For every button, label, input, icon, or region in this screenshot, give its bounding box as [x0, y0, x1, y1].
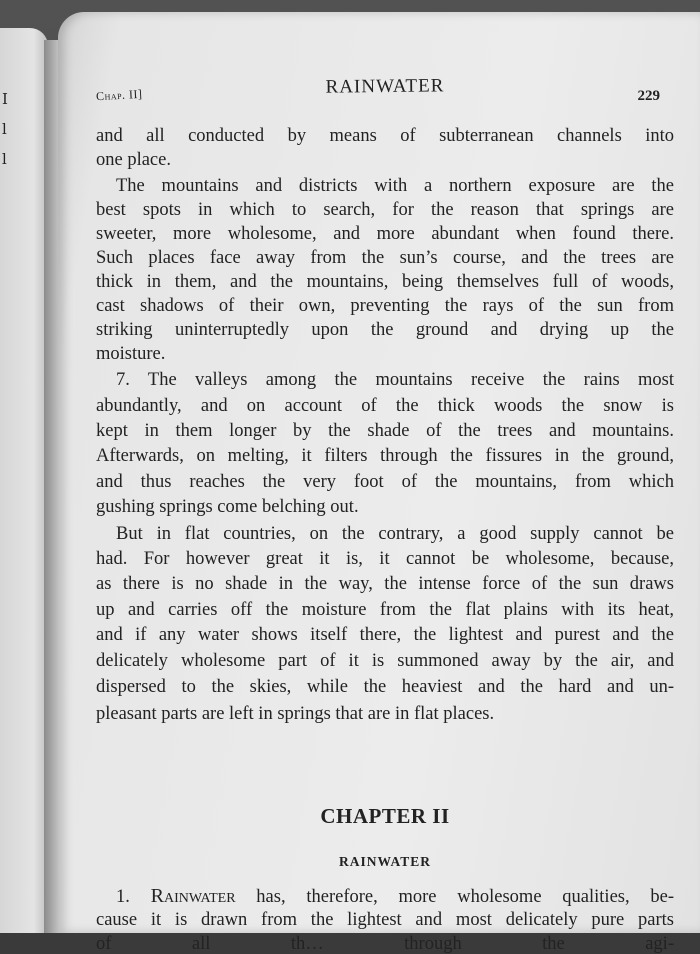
text-line: Such places face away from the sun’s course, and the trees are [96, 248, 674, 268]
book-page [58, 12, 700, 954]
paragraph-number: 1. [116, 887, 151, 907]
text-line: Afterwards, on melting, it filters through the fissures in the ground, [96, 446, 674, 466]
text-line: striking uninterruptedly upon the ground and drying up the [96, 320, 674, 340]
running-title: RAINWATER [325, 75, 445, 98]
text-line: dispersed to the skies, while the heaviest and the hard and un- [96, 677, 674, 697]
text-line: thick in them, and the mountains, being themselves full of woods, [96, 272, 674, 292]
text-line: pleasant parts are left in springs that are in flat places. [96, 704, 495, 724]
left-page-mark: l [2, 150, 7, 168]
page-number: 229 [637, 88, 660, 104]
left-page-edge [0, 28, 48, 933]
text-line: and thus reaches the very foot of the mountains, from which [96, 472, 674, 492]
text-line: sweeter, more wholesome, and more abundant when found there. [96, 224, 674, 244]
text-line: of all th… through the agi- [96, 934, 674, 954]
text-line: cause it is drawn from the lightest and most delicately pure parts [96, 910, 674, 930]
smallcaps-word: Rainwater [150, 885, 236, 907]
text-line: 7. The valleys among the mountains receive the rains most [116, 370, 674, 390]
chapter-heading: CHAPTER II [320, 804, 450, 828]
text-line: and if any water shows itself there, the lightest and purest and the [96, 625, 674, 645]
left-page-mark: I [2, 90, 8, 108]
text-line: as there is no shade in the way, the intense force of the sun draws [96, 574, 674, 594]
text-line: cast shadows of their own, preventing the rays of the sun from [96, 296, 674, 316]
text-line: gushing springs come belching out. [96, 497, 359, 517]
chapter-reference: Chap. II] [95, 86, 143, 104]
text-line: delicately wholesome part of it is summoned away by the air, and [96, 651, 674, 671]
text-line: one place. [96, 150, 171, 170]
text-line: The mountains and districts with a northern exposure are the [116, 176, 674, 196]
text-line: But in flat countries, on the contrary, a good supply cannot be [116, 524, 674, 544]
text-line [96, 886, 674, 907]
text-line: best spots in which to search, for the reason that springs are [96, 200, 674, 220]
left-page-mark: l [2, 120, 7, 138]
text-line: abundantly, and on account of the thick woods the snow is [96, 396, 674, 416]
section-heading: RAINWATER [338, 854, 431, 869]
text-fragment: has, therefore, more wholesome qualities, be- [235, 887, 674, 907]
text-line: kept in them longer by the shade of the trees and mountains. [96, 421, 674, 441]
text-line: moisture. [96, 344, 166, 364]
text-line: up and carries off the moisture from the flat plains with its heat, [96, 600, 674, 620]
text-line: had. For however great it is, it cannot be wholesome, because, [96, 549, 674, 569]
text-line: and all conducted by means of subterranean channels into [96, 126, 674, 146]
